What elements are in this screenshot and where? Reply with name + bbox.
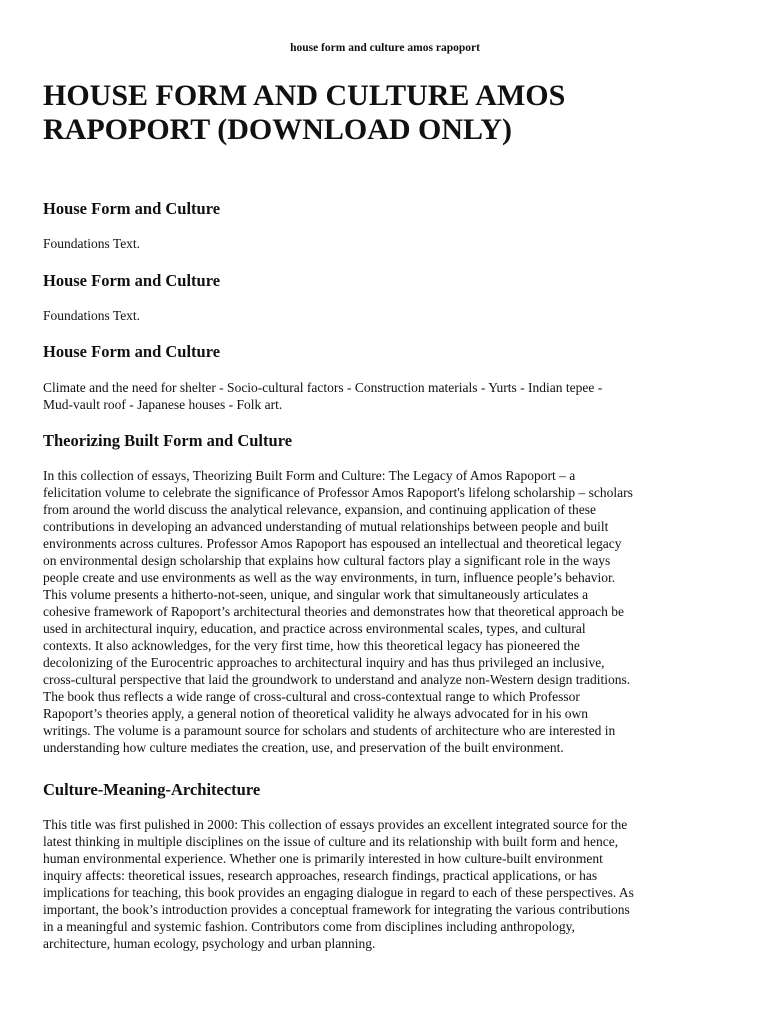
running-header: house form and culture amos rapoport (290, 42, 480, 54)
section-heading: Theorizing Built Form and Culture (43, 431, 293, 450)
section-body: Foundations Text. (43, 308, 141, 323)
section-house-form-and-culture-3 (43, 342, 733, 413)
section-body: Climate and the need for shelter - Socio-cultural factors - Construction materials - Yurts - Indian tepee - Mud-vault roof - Japanese houses - Folk art. (43, 380, 603, 412)
section-heading: House Form and Culture (43, 199, 221, 218)
section-house-form-and-culture-1 (43, 199, 733, 252)
section-culture-meaning-architecture (43, 780, 733, 952)
section-heading: House Form and Culture (43, 342, 221, 361)
section-body: In this collection of essays, Theorizing Built Form and Culture: The Legacy of Amos Rapoport – a felicitation volume to celebrate the significance of Professor Amos Rapoport's lifelong scholarship – scholars from around the world discuss the analytical relevance, expansion, and continuing application of these contributions in developing an advanced understanding of mutual relationships between people and built environments across cultures. Professor Amos Rapoport has espoused an intellectual and theoretical legacy on environmental design scholarship that explains how cultural factors play a significant role in the ways people create and use environments as well as the way environments, in turn, influence people’s behavior. This volume presents a hitherto-not-seen, unique, and singular work that simultaneously articulates a cohesive framework of Rapoport’s architectural theories and demonstrates how that theoretical approach be used in architectural inquiry, education, and practice across environmental scales, types, and cultural contexts. It also acknowledges, for the very first time, how this theoretical legacy has pioneered the decolonizing of the Eurocentric approaches to architectural inquiry and has thus privileged an inclusive, cross-cultural perspective that laid the groundwork to understand and analyze non-Western design traditions. The book thus reflects a wide range of cross-cultural and cross-contextual range to which Professor Rapoport’s theories apply, a general notion of theoretical validity he always advocated for in his own writings. The volume is a paramount source for scholars and students of architecture who are interested in understanding how culture mediates the creation, use, and preservation of the built environment. (43, 468, 633, 755)
section-heading: Culture-Meaning-Architecture (43, 780, 261, 799)
section-body: This title was first pulished in 2000: This collection of essays provides an excellent integrated source for the latest thinking in multiple disciplines on the issue of culture and its relationship with built form and hence, human environmental experience. Whether one is primarily interested in how culture-built environment inquiry affects: theoretical issues, research approaches, research findings, practical applications, or has implications for teaching, this book provides an engaging dialogue in regard to each of these perspectives. As important, the book’s introduction provides a conceptual framework for integrating the various contributions in a meaningful and systemic fashion. Contributors come from disciplines including anthropology, architecture, human ecology, psychology and urban planning. (43, 817, 634, 951)
section-theorizing-built-form (43, 431, 733, 756)
section-body: Foundations Text. (43, 236, 141, 251)
document-title: HOUSE FORM AND CULTURE AMOS RAPOPORT (DOWNLOAD ONLY) (43, 79, 566, 146)
section-house-form-and-culture-2 (43, 271, 733, 324)
section-heading: House Form and Culture (43, 271, 221, 290)
